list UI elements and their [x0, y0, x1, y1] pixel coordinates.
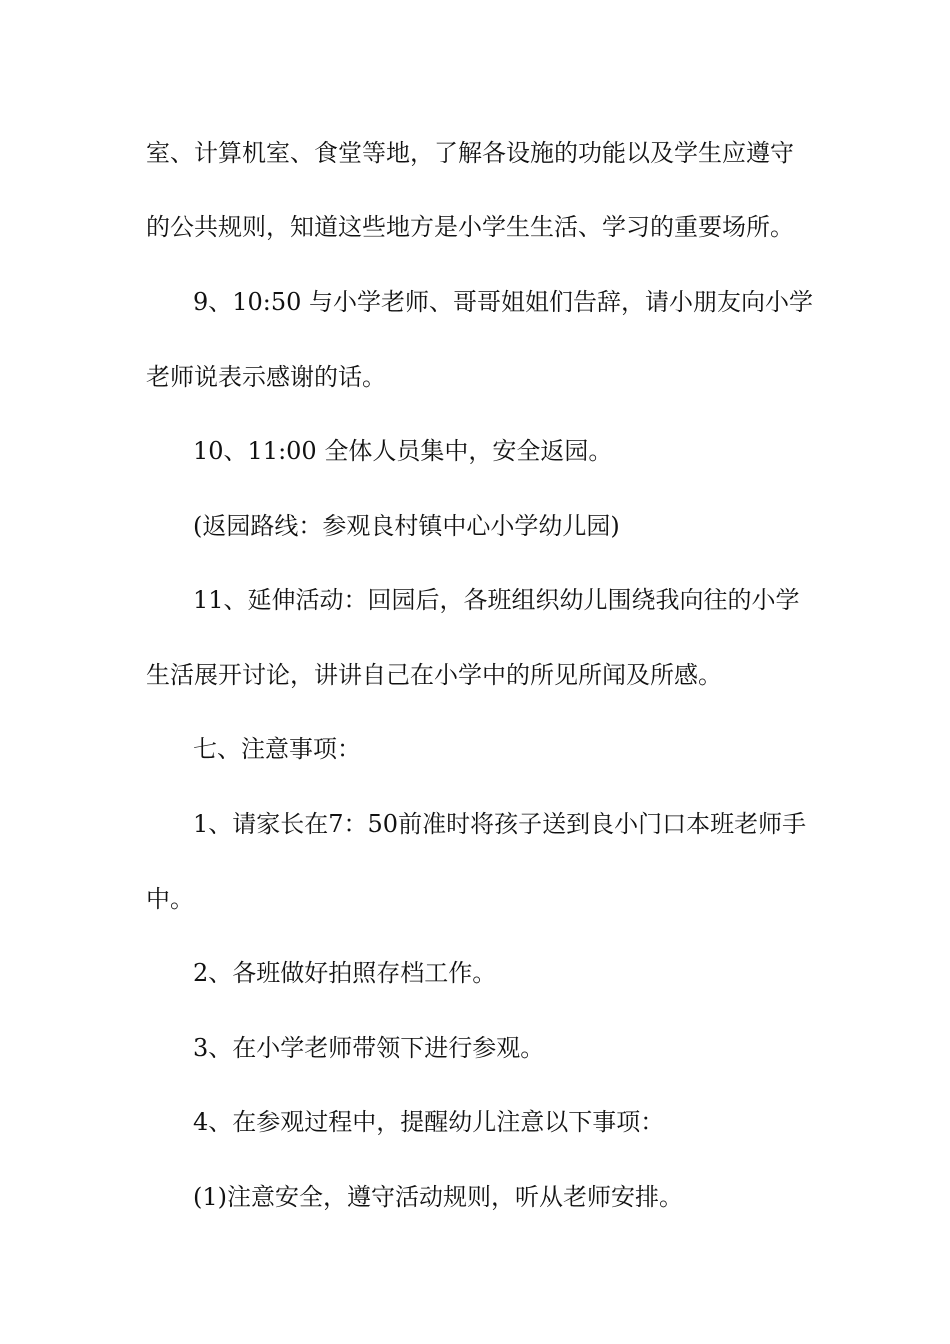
- text-line-15: (1)注意安全，遵守活动规则，听从老师安排。: [193, 1183, 683, 1211]
- text-line-3: 9、10:50 与小学老师、哥哥姐姐们告辞，请小朋友向小学: [193, 288, 814, 316]
- text-line-4: 老师说表示感谢的话。: [146, 363, 386, 391]
- text-line-12: 2、各班做好拍照存档工作。: [193, 959, 497, 987]
- text-line-11: 中。: [146, 885, 194, 913]
- text-line-6: (返园路线：参观良村镇中心小学幼儿园): [193, 512, 620, 540]
- text-line-10: 1、请家长在7：50前准时将孩子送到良小门口本班老师手: [193, 810, 807, 838]
- text-line-13: 3、在小学老师带领下进行参观。: [193, 1034, 545, 1062]
- text-line-5: 10、11:00 全体人员集中，安全返园。: [193, 437, 613, 465]
- text-line-2: 的公共规则，知道这些地方是小学生生活、学习的重要场所。: [146, 213, 794, 241]
- text-line-8: 生活展开讨论，讲讲自己在小学中的所见所闻及所感。: [146, 661, 722, 689]
- section-heading: 七、注意事项：: [193, 735, 361, 763]
- text-line-1: 室、计算机室、食堂等地，了解各设施的功能以及学生应遵守: [146, 139, 794, 167]
- text-line-14: 4、在参观过程中，提醒幼儿注意以下事项：: [193, 1108, 665, 1136]
- text-line-7: 11、延伸活动：回园后，各班组织幼儿围绕我向往的小学: [193, 586, 800, 614]
